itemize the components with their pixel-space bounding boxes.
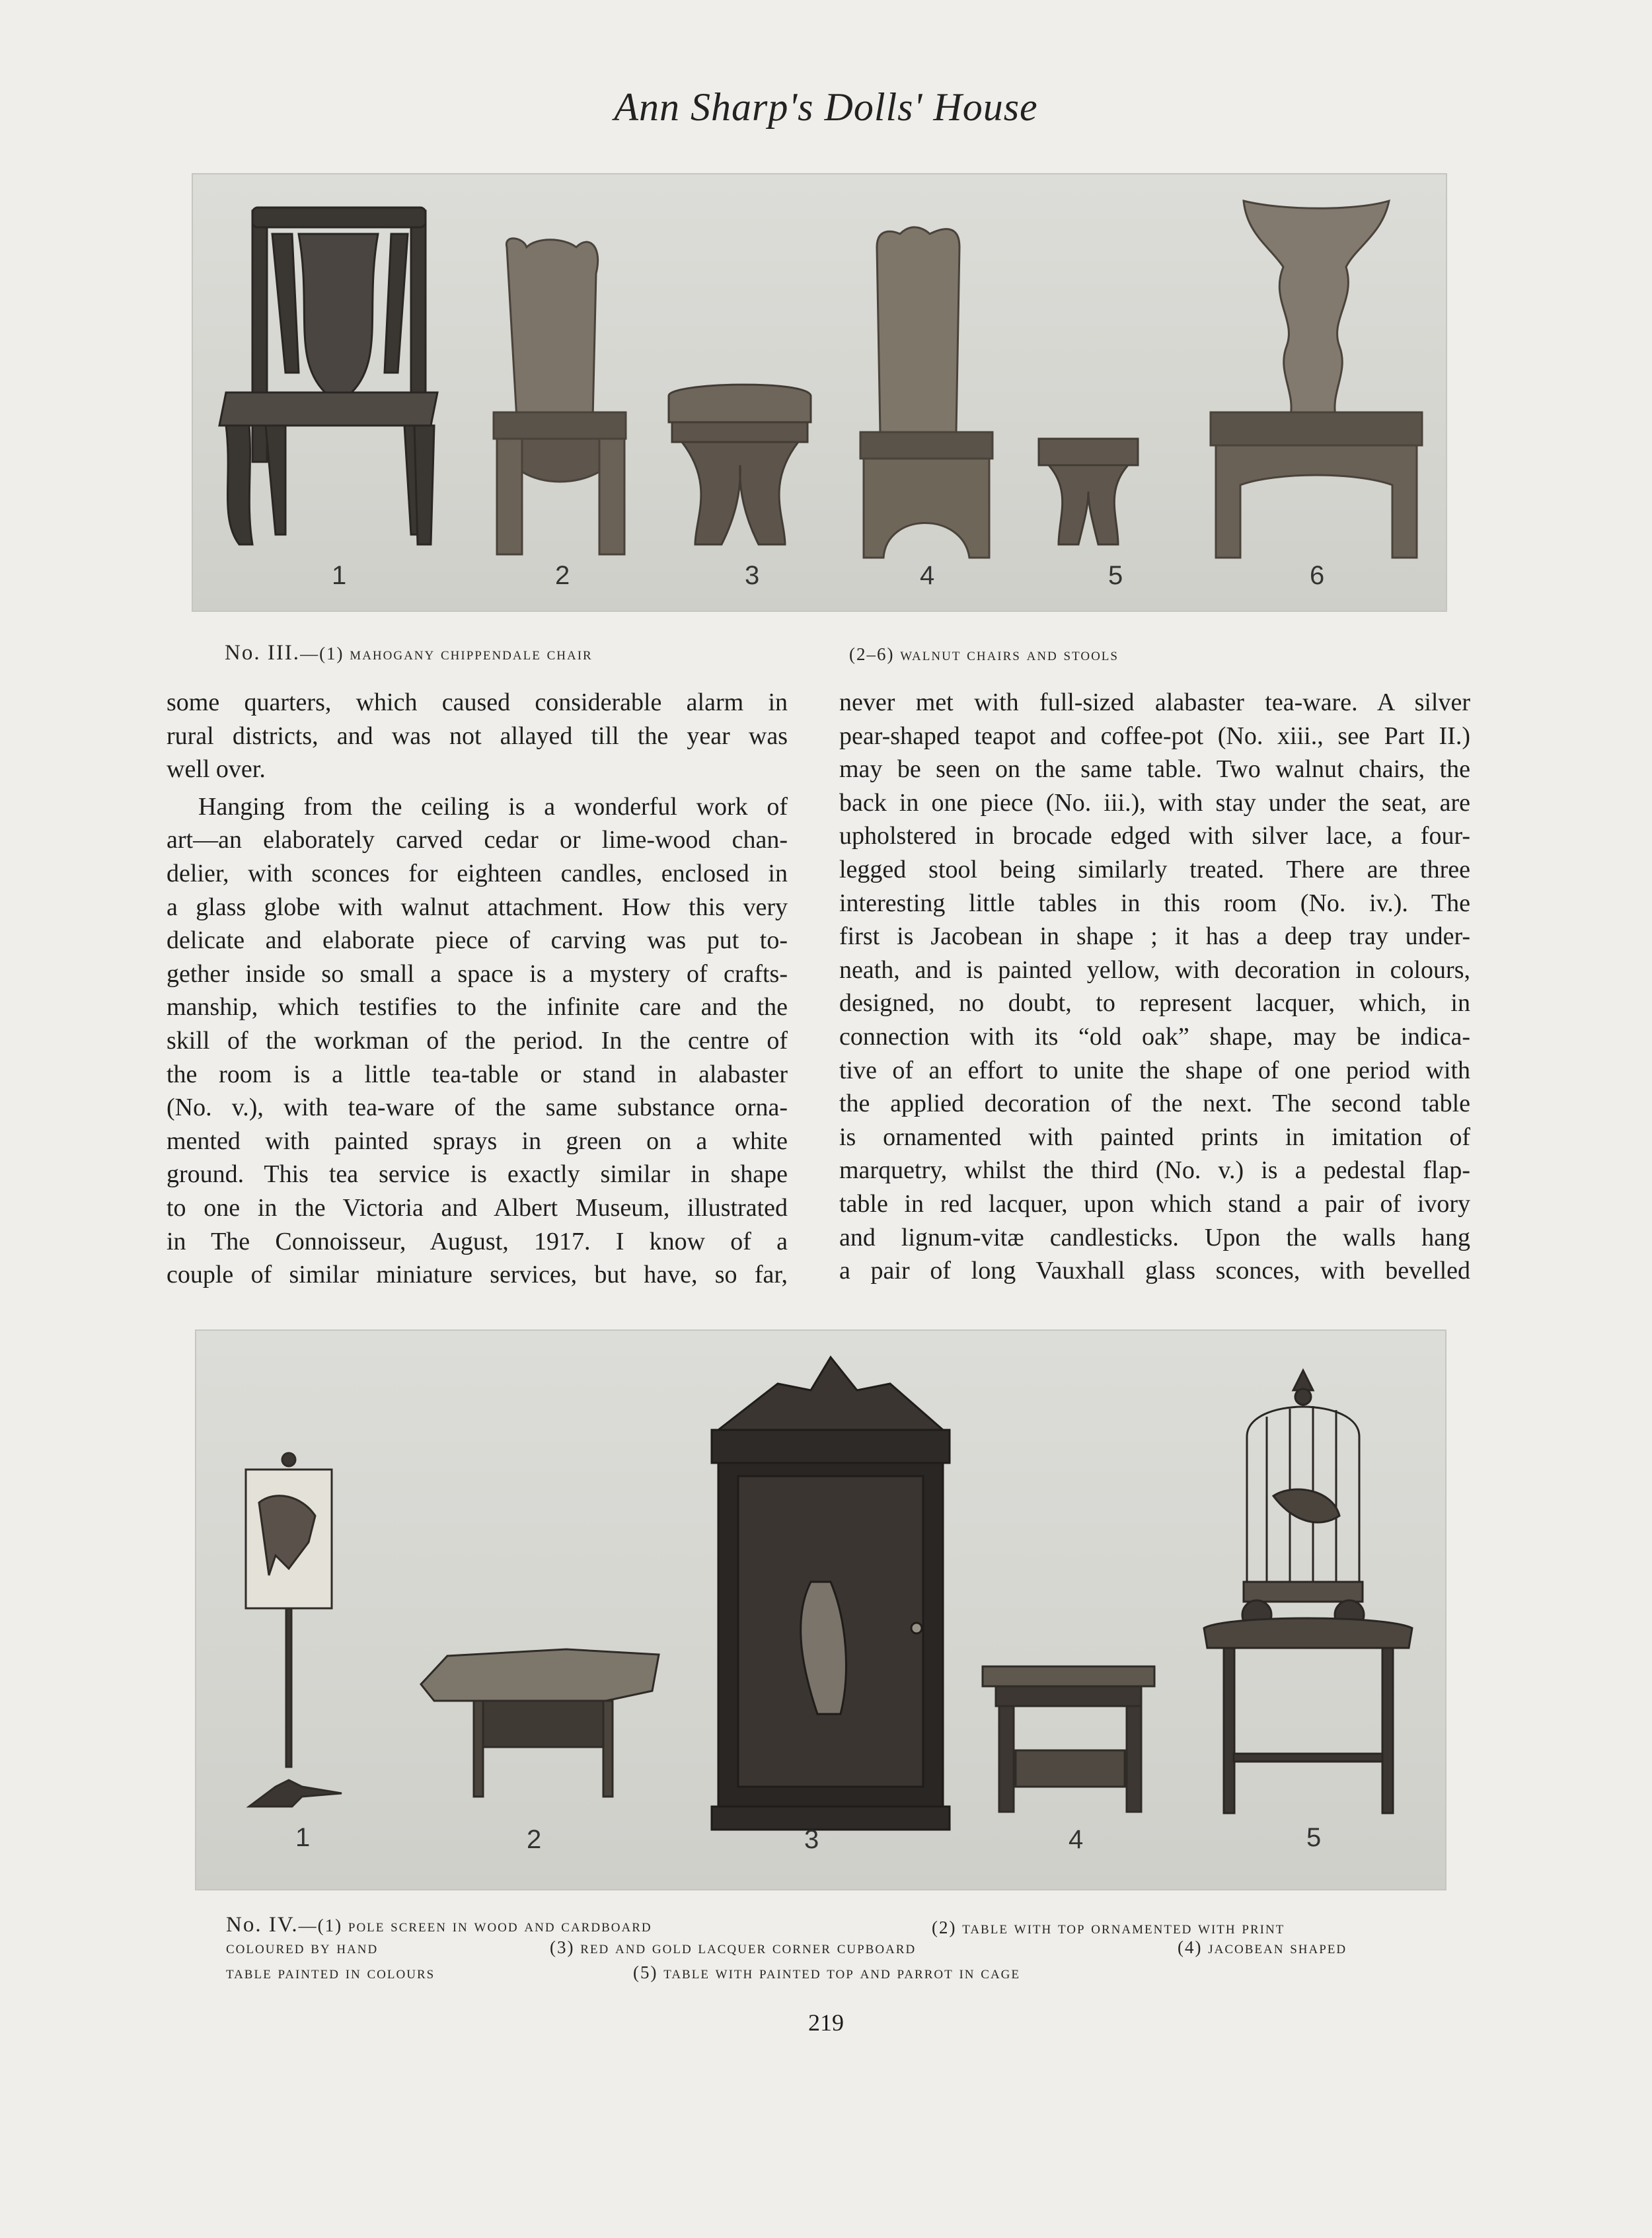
figure-number: 6	[1310, 561, 1325, 590]
figure-caption-line-3a: table painted in colours	[226, 1962, 435, 1982]
text-line: neath, and is painted yellow, with decoration in colours,	[839, 955, 1470, 984]
walnut-chair-icon	[494, 239, 626, 554]
text-line: (No. v.), with tea-ware of the same substance orna-	[167, 1094, 788, 1122]
text-line: delicate and elaborate piece of carving was put to-	[167, 926, 788, 955]
running-title: Ann Sharp's Dolls' House	[614, 85, 1038, 129]
figure-number: 3	[804, 1825, 819, 1854]
corner-cupboard-icon	[712, 1357, 950, 1830]
text-line: art—an elaborately carved cedar or lime-wood chan-	[167, 826, 788, 854]
page-number: 219	[808, 2009, 844, 2036]
text-line: a glass globe with walnut attachment. How this very	[167, 893, 788, 921]
octagonal-table-icon	[421, 1649, 659, 1797]
text-line: ground. This tea service is exactly similar in shape	[167, 1160, 788, 1189]
text-line: skill of the workman of the period. In the centre of	[167, 1026, 788, 1055]
parrot-cage-table-icon	[1204, 1370, 1412, 1813]
text-line: marquetry, whilst the third (No. v.) is a pedestal flap-	[839, 1156, 1470, 1185]
figure-number: 3	[745, 561, 760, 590]
text-column-left	[167, 686, 788, 1292]
tall-walnut-chair-icon	[860, 227, 993, 558]
figure-number: 5	[1306, 1823, 1322, 1852]
text-line: is ornamented with painted prints in imitation of	[839, 1123, 1470, 1151]
figure-caption-line-2b: (3) red and gold lacquer corner cupboard	[550, 1937, 917, 1957]
chippendale-chair-icon	[219, 207, 437, 544]
text-line: back in one piece (No. iii.), with stay under the seat, are	[839, 788, 1470, 817]
figure-chairs-and-stools	[192, 173, 1447, 612]
text-line: delier, with sconces for eighteen candles, enclosed in	[167, 859, 788, 887]
figure-furniture-and-cage	[195, 1329, 1446, 1890]
figure-number: 1	[332, 561, 347, 590]
figure-caption-right: (2–6) walnut chairs and stools	[849, 644, 1119, 664]
text-line: the applied decoration of the next. The second table	[839, 1090, 1470, 1118]
text-line: in The Connoisseur, August, 1917. I know of a	[167, 1227, 788, 1255]
caption-text: —(1) mahogany chippendale chair	[300, 644, 593, 663]
figure-number: 2	[555, 561, 570, 590]
text-line: manship, which testifies to the infinite care and the	[167, 993, 788, 1022]
text-line: the room is a little tea-table or stand in alabaster	[167, 1060, 788, 1088]
text-column-right	[839, 686, 1470, 1288]
figure-caption-line-2a: coloured by hand	[226, 1937, 379, 1957]
jacobean-table-icon	[983, 1666, 1154, 1812]
figure-caption-line-3b: (5) table with painted top and parrot in cage	[633, 1962, 1020, 1982]
text-line: legged stool being similarly treated. There are three	[839, 855, 1470, 883]
text-line: a pair of long Vauxhall glass sconces, with bevelled	[839, 1257, 1470, 1285]
text-line: tive of an effort to unite the shape of one period with	[839, 1056, 1470, 1084]
text-line: table in red lacquer, upon which stand a pair of ivory	[839, 1189, 1470, 1218]
caption-lead: No. IV.	[226, 1913, 299, 1937]
figure-caption-line-1	[226, 1913, 652, 1937]
upholstered-stool-icon	[669, 385, 811, 544]
text-line: some quarters, which caused considerable alarm in	[167, 689, 788, 716]
text-line: couple of similar miniature services, but have, so far,	[167, 1261, 788, 1289]
figure-number: 1	[295, 1823, 311, 1852]
vase-back-chair-icon	[1211, 201, 1422, 558]
text-line: to one in the Victoria and Albert Museum, illustrated	[167, 1193, 788, 1222]
text-line: never met with full-sized alabaster tea-ware. A silver	[839, 689, 1470, 716]
text-line: interesting little tables in this room (No. iv.). The	[839, 889, 1470, 917]
figure-number: 5	[1108, 561, 1123, 590]
text-line: connection with its “old oak” shape, may be indica-	[839, 1022, 1470, 1051]
text-line: and lignum-vitæ candlesticks. Upon the walls hang	[839, 1223, 1470, 1251]
text-line: pear-shaped teapot and coffee-pot (No. xiii., see Part II.)	[839, 722, 1470, 750]
caption-lead: No. III.	[225, 641, 301, 665]
pole-screen-icon	[246, 1453, 342, 1807]
figure-caption-line-2c: (4) jacobean shaped	[1178, 1937, 1347, 1957]
text-line: rural districts, and was not allayed till the year was	[167, 722, 788, 750]
text-line: mented with painted sprays in green on a white	[167, 1127, 788, 1155]
text-line: designed, no doubt, to represent lacquer, which, in	[839, 989, 1470, 1018]
figure-number: 4	[1069, 1825, 1084, 1854]
figure-number: 4	[920, 561, 935, 590]
text-line: gether inside so small a space is a mystery of crafts-	[167, 959, 788, 988]
text-line: first is Jacobean in shape ; it has a deep tray under-	[839, 922, 1470, 951]
caption-text: —(1) pole screen in wood and cardboard	[298, 1916, 652, 1935]
chairs-illustration	[193, 174, 1446, 611]
figure-caption-left	[225, 641, 593, 665]
text-line: upholstered in brocade edged with silver lace, a four-	[839, 822, 1470, 850]
furniture-illustration	[196, 1331, 1445, 1889]
text-line: well over.	[167, 755, 266, 784]
figure-number: 2	[527, 1825, 542, 1854]
walnut-stool-icon	[1039, 439, 1138, 544]
text-line: Hanging from the ceiling is a wonderful work of	[198, 792, 788, 821]
text-line: may be seen on the same table. Two walnut chairs, the	[839, 755, 1470, 784]
figure-caption-line-1b: (2) table with top ornamented with print	[932, 1918, 1285, 1937]
